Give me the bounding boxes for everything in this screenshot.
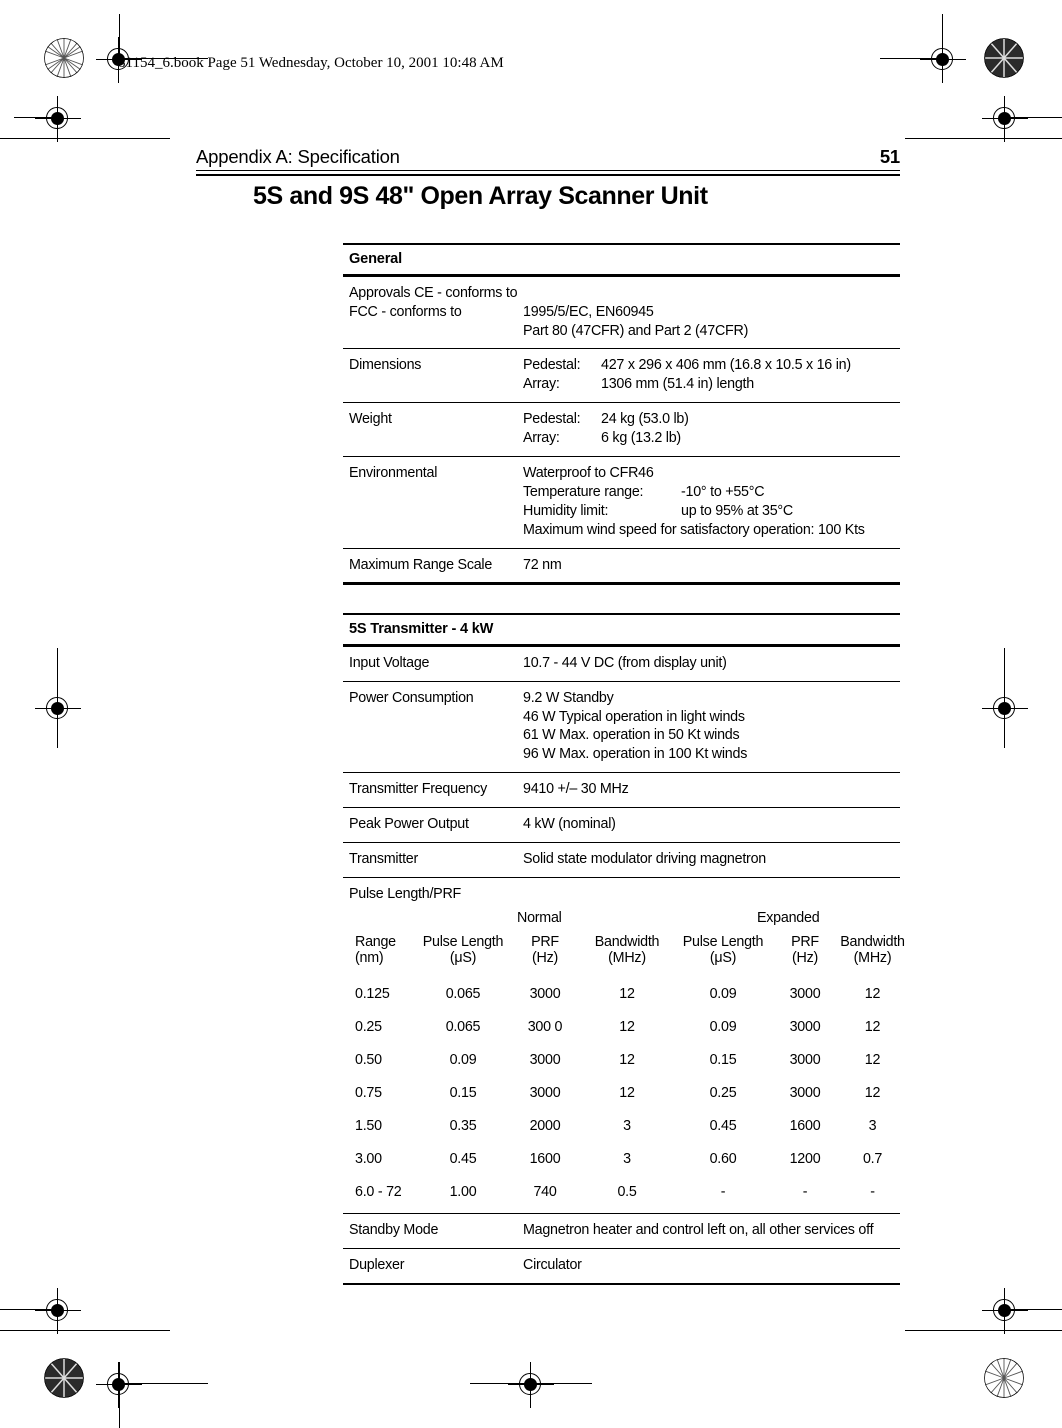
column-header-prf-expanded <box>771 934 839 978</box>
column-header-name: PRF <box>791 933 819 950</box>
value-key: Array: <box>523 376 560 393</box>
registration-mark-right-upper <box>982 96 1028 142</box>
pulse-length-prf-block <box>343 878 905 1213</box>
table-row <box>349 1110 906 1143</box>
cell-pulse-length-normal: 0.065 <box>445 1019 481 1036</box>
star-target-bottom-right <box>984 1358 1024 1398</box>
cell-bandwidth-expanded: 3 <box>868 1118 877 1135</box>
row-value: Magnetron heater and control left on, all other services off <box>523 1221 874 1238</box>
cell-bandwidth-expanded: 12 <box>864 1019 881 1036</box>
value-key: Pedestal: <box>523 411 581 428</box>
cell-prf-normal: 1600 <box>529 1151 561 1168</box>
spec-table-transmitter <box>343 613 905 1285</box>
trim-line-left-lower <box>0 1309 60 1310</box>
row-label: Peak Power Output <box>349 816 469 833</box>
cell-prf-expanded: 1600 <box>789 1118 821 1135</box>
pulse-group-expanded: Expanded <box>757 909 820 926</box>
page-header-title: Appendix A: Specification <box>196 146 400 167</box>
cell-prf-expanded: - <box>802 1184 808 1201</box>
row-value-line: 61 W Max. operation in 50 Kt winds <box>523 727 740 744</box>
cell-pulse-length-expanded: 0.45 <box>709 1118 737 1135</box>
row-value: 9410 +/– 30 MHz <box>523 781 629 798</box>
table-row <box>343 403 900 456</box>
table-row <box>343 277 900 349</box>
cell-bandwidth-expanded: 12 <box>864 986 881 1003</box>
trim-line-left-upper-h2 <box>0 138 170 139</box>
column-header-unit: (μS) <box>709 950 737 967</box>
value-key: Pedestal: <box>523 357 581 374</box>
printer-header-text: 81154_6.book Page 51 Wednesday, October 10, 2001 10:48 AM <box>118 55 504 71</box>
trim-line-bottom-center <box>470 1383 592 1384</box>
star-target-top-right <box>984 38 1024 78</box>
value-key: Humidity limit: <box>523 502 609 519</box>
cell-bandwidth-expanded: - <box>870 1184 875 1201</box>
cell-range: 0.25 <box>355 1019 382 1036</box>
value-text: 1306 mm (51.4 in) length <box>601 376 754 393</box>
table-row <box>349 1011 906 1044</box>
row-label: Maximum Range Scale <box>349 556 493 573</box>
column-header-bandwidth-expanded <box>839 934 906 978</box>
trim-line-right-upper <box>1004 117 1062 118</box>
table-caption: General <box>349 251 402 268</box>
table-row <box>349 1044 906 1077</box>
cell-bandwidth-normal: 12 <box>619 1019 635 1036</box>
cell-pulse-length-expanded: - <box>720 1184 726 1201</box>
cell-range: 0.125 <box>355 986 390 1003</box>
row-value <box>523 689 900 764</box>
row-label: Duplexer <box>349 1256 405 1273</box>
row-value-line: 9.2 W Standby <box>523 689 614 706</box>
pulse-group-header-row <box>349 910 900 926</box>
value-key: Temperature range: <box>523 483 644 500</box>
cell-pulse-length-expanded: 0.15 <box>709 1052 737 1069</box>
row-label-line: FCC - conforms to <box>349 303 462 320</box>
column-header-range <box>349 934 415 978</box>
column-header-unit: (nm) <box>355 950 384 967</box>
row-value <box>523 410 900 448</box>
cell-prf-expanded: 1200 <box>789 1151 821 1168</box>
row-value: 72 nm <box>523 556 562 573</box>
column-header-name: Bandwidth <box>594 933 660 950</box>
pulse-data-table <box>349 934 906 1209</box>
cell-prf-expanded: 3000 <box>789 1052 821 1069</box>
column-header-unit: (μS) <box>449 950 477 967</box>
row-label: Environmental <box>349 465 438 482</box>
header-rule-thick <box>196 174 900 177</box>
table-row <box>343 1214 900 1248</box>
cell-prf-normal: 3000 <box>529 1085 561 1102</box>
value-text: 6 kg (13.2 lb) <box>601 430 681 447</box>
row-label-line: CE - conforms to <box>414 284 518 301</box>
table-row <box>343 457 900 547</box>
column-header-prf-normal <box>511 934 579 978</box>
row-label-line: Approvals <box>349 284 411 301</box>
registration-mark-right-lower <box>982 1288 1028 1334</box>
trim-line-right-lower <box>1004 1309 1062 1310</box>
table-row <box>343 773 900 807</box>
cell-pulse-length-normal: 0.09 <box>449 1052 477 1069</box>
star-target-bottom-left <box>44 1358 84 1398</box>
trim-line-bottom-left-v <box>119 1362 120 1428</box>
cell-pulse-length-normal: 0.35 <box>449 1118 477 1135</box>
row-value: 4 kW (nominal) <box>523 816 616 833</box>
row-value <box>523 464 900 539</box>
trim-line-left-upper <box>14 117 59 118</box>
table-rule-bottom <box>343 1283 900 1285</box>
page-number: 51 <box>879 146 900 167</box>
cell-bandwidth-normal: 12 <box>619 986 635 1003</box>
table-rule-bottom <box>343 582 900 584</box>
table-row <box>349 978 906 1011</box>
header-rule-thin <box>196 170 900 171</box>
cell-range: 1.50 <box>355 1118 382 1135</box>
cell-prf-normal: 3000 <box>529 986 561 1003</box>
table-row <box>349 1077 906 1110</box>
cell-prf-expanded: 3000 <box>789 1085 821 1102</box>
trim-line-left-lower-h2 <box>0 1330 170 1331</box>
cell-bandwidth-normal: 3 <box>623 1118 631 1135</box>
cell-bandwidth-normal: 12 <box>619 1085 635 1102</box>
cell-pulse-length-normal: 0.15 <box>449 1085 477 1102</box>
value-text: 427 x 296 x 406 mm (16.8 x 10.5 x 16 in) <box>601 357 851 374</box>
value-text: up to 95% at 35°C <box>681 502 793 519</box>
trim-line-right-lower-h2 <box>905 1330 1062 1331</box>
table-row <box>349 1176 906 1209</box>
cell-prf-expanded: 3000 <box>789 986 821 1003</box>
column-header-name: PRF <box>531 933 559 950</box>
pulse-group-spacer <box>349 910 517 926</box>
table-row <box>343 647 900 681</box>
row-value: 10.7 - 44 V DC (from display unit) <box>523 654 727 671</box>
trim-line-top-right-v <box>942 14 943 62</box>
row-value-line <box>523 375 900 394</box>
cell-range: 0.50 <box>355 1052 382 1069</box>
row-value-line: 46 W Typical operation in light winds <box>523 708 745 725</box>
table-row <box>343 349 900 402</box>
cell-pulse-length-normal: 0.45 <box>449 1151 477 1168</box>
cell-pulse-length-normal: 0.065 <box>445 986 481 1003</box>
cell-prf-normal: 3000 <box>529 1052 561 1069</box>
row-value-line <box>523 284 900 303</box>
column-header-unit: (MHz) <box>608 950 646 967</box>
pulse-header-row <box>349 934 906 978</box>
cell-bandwidth-expanded: 12 <box>864 1052 881 1069</box>
trim-line-bottom-left-h <box>118 1383 208 1384</box>
table-row <box>349 1143 906 1176</box>
row-value-line <box>523 429 900 448</box>
row-value-line: Waterproof to CFR46 <box>523 465 654 482</box>
row-label: Dimensions <box>349 357 422 374</box>
table-row <box>343 1249 900 1283</box>
cell-bandwidth-expanded: 0.7 <box>862 1151 883 1168</box>
column-header-bandwidth-normal <box>579 934 675 978</box>
cell-prf-normal: 2000 <box>529 1118 561 1135</box>
cell-pulse-length-expanded: 0.25 <box>709 1085 737 1102</box>
row-label <box>349 284 523 322</box>
value-text: 24 kg (53.0 lb) <box>601 411 689 428</box>
cell-pulse-length-normal: 1.00 <box>449 1184 477 1201</box>
column-header-pulse-length-normal <box>415 934 511 978</box>
cell-pulse-length-expanded: 0.60 <box>709 1151 737 1168</box>
cell-pulse-length-expanded: 0.09 <box>709 986 737 1003</box>
row-value-line: Part 80 (47CFR) and Part 2 (47CFR) <box>523 322 749 339</box>
column-header-pulse-length-expanded <box>675 934 771 978</box>
cell-bandwidth-normal: 0.5 <box>617 1184 637 1201</box>
column-header-unit: (Hz) <box>792 950 818 967</box>
cell-bandwidth-expanded: 12 <box>864 1085 881 1102</box>
page-header <box>196 146 900 176</box>
row-value-line <box>523 356 900 375</box>
row-value-line: 1995/5/EC, EN60945 <box>523 303 654 320</box>
registration-mark-left-upper <box>35 96 81 142</box>
row-label: Transmitter <box>349 851 419 868</box>
table-row <box>343 808 900 842</box>
trim-line-top-right-h <box>880 58 942 59</box>
registration-mark-left-lower <box>35 1288 81 1334</box>
row-value: Circulator <box>523 1256 582 1273</box>
row-label: Standby Mode <box>349 1221 439 1238</box>
table-caption: 5S Transmitter - 4 kW <box>349 621 494 638</box>
registration-mark-bottom-center <box>508 1362 554 1408</box>
table-row <box>343 549 900 583</box>
column-header-name: Bandwidth <box>840 933 905 950</box>
column-header-name: Pulse Length <box>682 933 764 950</box>
cell-range: 3.00 <box>355 1151 382 1168</box>
column-header-unit: (MHz) <box>853 950 892 967</box>
cell-prf-expanded: 3000 <box>789 1019 821 1036</box>
row-value <box>523 356 900 394</box>
spec-table-general <box>343 243 900 585</box>
table-row <box>343 682 900 772</box>
row-value-line: 96 W Max. operation in 100 Kt winds <box>523 746 748 763</box>
pulse-section-label: Pulse Length/PRF <box>349 886 462 903</box>
table-row <box>343 843 900 877</box>
cell-pulse-length-expanded: 0.09 <box>709 1019 737 1036</box>
row-label: Transmitter Frequency <box>349 781 488 798</box>
value-text: -10° to +55°C <box>681 483 765 500</box>
star-target-top-left <box>44 38 84 78</box>
row-value-line <box>523 502 900 521</box>
column-header-name: Range <box>355 933 396 950</box>
row-value <box>523 284 900 341</box>
column-header-name: Pulse Length <box>422 933 504 950</box>
cell-bandwidth-normal: 12 <box>619 1052 635 1069</box>
row-value-line: Maximum wind speed for satisfactory operation: 100 Kts <box>523 521 865 538</box>
cell-prf-normal: 300 0 <box>527 1019 563 1036</box>
trim-line-right-middle-v <box>1004 648 1005 748</box>
trim-line-right-upper-h2 <box>905 138 1062 139</box>
row-value-line <box>523 410 900 429</box>
page-title: 5S and 9S 48" Open Array Scanner Unit <box>253 182 708 210</box>
cell-range: 6.0 - 72 <box>355 1184 402 1201</box>
value-key: Array: <box>523 430 560 447</box>
row-value: Solid state modulator driving magnetron <box>523 851 766 868</box>
pulse-group-normal: Normal <box>517 909 562 926</box>
row-label: Weight <box>349 411 392 428</box>
cell-range: 0.75 <box>355 1085 382 1102</box>
trim-line-left-middle-v <box>57 648 58 748</box>
cell-bandwidth-normal: 3 <box>623 1151 631 1168</box>
column-header-unit: (Hz) <box>532 950 558 967</box>
row-label: Input Voltage <box>349 654 430 671</box>
row-value-line <box>523 483 900 502</box>
row-label: Power Consumption <box>349 689 474 706</box>
cell-prf-normal: 740 <box>533 1184 557 1201</box>
